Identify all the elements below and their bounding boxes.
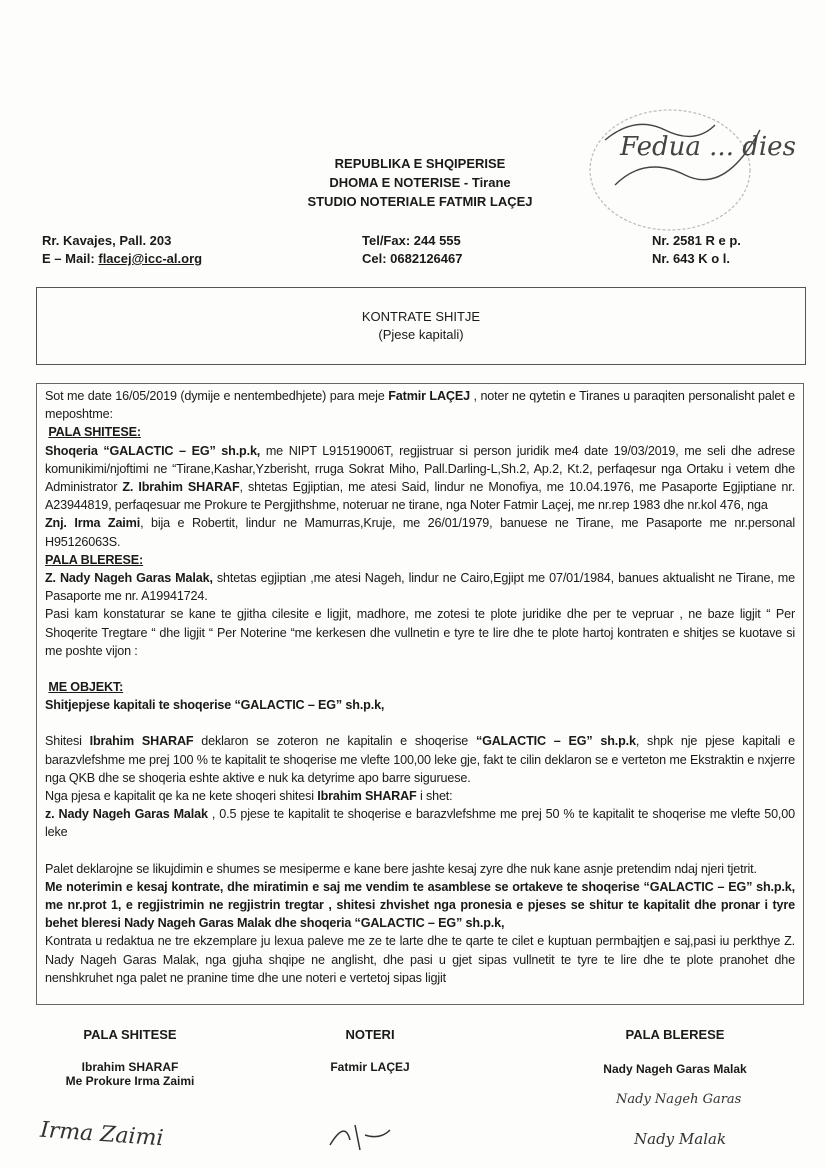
seller-proxy: Me Prokure Irma Zaimi: [65, 1074, 195, 1088]
address-left: [42, 232, 202, 268]
street-address: Rr. Kavajes, Pall. 203: [42, 233, 172, 248]
transfer-paragraph: Me noterimin e kesaj kontrate, dhe miratimin e saj me vendim te asamblese se ortakeve te shoqerise “GALACTIC – EG” sh.p.k, me nr.prot 1, e regjistrimin ne regjistrin tregtar , shitesi zhvishet nga pronesia e pjeses se shitur te kapitalit dhe pronar i tyre behet bleresi Nady Nageh Garas Malak dhe shoqeria “GALACTIC – EG” sh.p.k,: [45, 879, 795, 931]
notary-name: Fatmir LAÇEJ: [330, 1060, 410, 1074]
telfax: Tel/Fax: 244 555: [362, 233, 461, 248]
seller-handwritten-signature: Irma Zaimi: [39, 1117, 165, 1152]
contract-title: KONTRATE SHITJE: [361, 309, 481, 324]
buyer-signature-block: [590, 1027, 760, 1076]
kol-number: Nr. 643 K o l.: [652, 251, 731, 266]
notary-label: NOTERI: [345, 1027, 395, 1042]
stamp-signature: [575, 95, 796, 235]
buyer-handwritten-2: Nady Malak: [634, 1130, 727, 1148]
buyer-handwritten-1: Nady Nageh Garas: [616, 1092, 742, 1107]
stamp-handwriting: Fedua ... dies: [620, 132, 796, 162]
sale-detail: z. Nady Nageh Garas Malak , 0.5 pjese te kapitalit te shoqerise e barazvlefshme me prej 50 % te kapitalit te shoqerise me vlefte 50,00 leke: [45, 807, 795, 840]
buyer-name: Nady Nageh Garas Malak: [603, 1062, 747, 1076]
notary-signature-block: [295, 1027, 445, 1074]
contract-subtitle: (Pjese kapitali): [378, 327, 464, 342]
seller-label: PALA SHITESE: [83, 1027, 177, 1042]
seller-name: Ibrahim SHARAF: [81, 1060, 179, 1074]
declaration-paragraph: Shitesi Ibrahim SHARAF deklaron se zoteron ne kapitalin e shoqerise “GALACTIC – EG” sh.p.k, shpk nje pjese kapitali e barazvlefshme me prej 100 % te kapitalit te shoqerise me vlefte 100,00 leke gje, fakt te cilin deklaron se e verteton me Ekstraktin e nxjerre nga QKB dhe se shoqeria eshte aktive e nuk ka detyrime apo barre siguruese.: [45, 734, 795, 785]
sale-intro: Nga pjesa e kapitalit qe ka ne kete shoqeri shitesi Ibrahim SHARAF i shet:: [45, 789, 453, 804]
rep-number: Nr. 2581 R e p.: [652, 233, 741, 248]
header-studio: STUDIO NOTERIALE FATMIR LAÇEJ: [307, 194, 533, 209]
title-box: [36, 287, 806, 365]
email-link[interactable]: flacej@icc-al.org: [98, 251, 203, 266]
payment-paragraph: Palet deklarojne se likujdimin e shumes se mesiperme e kane bere jashte kesaj zyre dhe nuk kane asnje pretendim ndaj njeri tjetrit.: [45, 861, 757, 876]
buyer-label: PALA BLERESE: [625, 1027, 725, 1042]
closing-paragraph: Kontrata u redaktua ne tre ekzemplare ju lexua paleve me ze te larte dhe te qarte te cilet e kuptuan permbajtjen e saj,pasi iu perkthye Z. Nady Nageh Garas Malak, nga gjuha shqipe ne anglisht, dhe pasi u gjet sipas vullnetit te tyre te lire dhe te plote pranohet dhe nenshkruhet nga palet ne pranine time dhe une noteri e vertetoj sipas ligjit: [45, 934, 795, 985]
buyer-paragraph: Z. Nady Nageh Garas Malak, shtetas egjiptian ,me atesi Nageh, lindur ne Cairo,Egjipt me 07/01/1984, banues aktualisht ne Tirane, me Pasaporte me nr. A19941724.: [45, 571, 795, 604]
email-label: E – Mail:: [42, 251, 99, 266]
section-object: ME OBJEKT:: [48, 680, 124, 695]
seller-signature-block: [50, 1027, 210, 1088]
section-seller: PALA SHITESE:: [48, 425, 141, 440]
proxy-paragraph: Znj. Irma Zaimi, bija e Robertit, lindur ne Mamurras,Kruje, me 26/01/1979, banuese ne Tirane, me Pasaporte me nr.personal H95126063S.: [45, 516, 795, 549]
seller-paragraph: Shoqeria “GALACTIC – EG” sh.p.k, me NIPT L91519006T, regjistruar si person juridik me4 date 19/03/2019, me seli dhe adrese komunikimi/njoftimi ne “Tirane,Kashar,Yzberisht, rruga Sokrat Miho, Pall.Darling-L,Sh.2, Ap.2, Kt.2, perfaqesur nga Ortaku i vetem dhe Administrator Z. Ibrahim SHARAF, shtetas Egjiptian, me atesi Said, lindur ne Monofiya, me 10.04.1976, me Pasaporte Egjiptiane nr. A23944819, perfaqesuar me Prokure te Pergjithshme, noteruar ne tirane, nga Noter Fatmir Laçej, me nr.rep 1983 dhe nr.kol 476, nga: [45, 443, 795, 513]
notary-handwritten-signature: [320, 1115, 400, 1155]
contact-phones: [362, 232, 462, 268]
object-text: Shitjepjese kapitali te shoqerise “GALACTIC – EG” sh.p.k,: [45, 698, 385, 713]
registry-numbers: [652, 232, 741, 268]
section-buyer: PALA BLERESE:: [45, 552, 144, 567]
cel: Cel: 0682126467: [362, 251, 463, 266]
intro-paragraph: Sot me date 16/05/2019 (dymije e nentembedhjete) para meje Fatmir LAÇEJ , noter ne qytetin e Tiranes u paraqiten personalisht palet e meposhtme:: [45, 389, 795, 422]
contract-body: [36, 383, 804, 1005]
header-chamber: DHOMA E NOTERISE - Tirane: [329, 175, 511, 190]
legal-basis-paragraph: Pasi kam konstaturar se kane te gjitha cilesite e ligjit, madhore, me zotesi te plote juridike dhe per te vepruar , ne baze ligjit “ Per Shoqerite Tregtare “ dhe ligjit “ Per Noterine “me kerkesen dhe vullnetin e tyre te lire dhe te plote hartoj kontraten e shitjes se kuotave si me poshte vijon :: [45, 607, 795, 658]
header-republic: REPUBLIKA E SHQIPERISE: [334, 156, 506, 171]
